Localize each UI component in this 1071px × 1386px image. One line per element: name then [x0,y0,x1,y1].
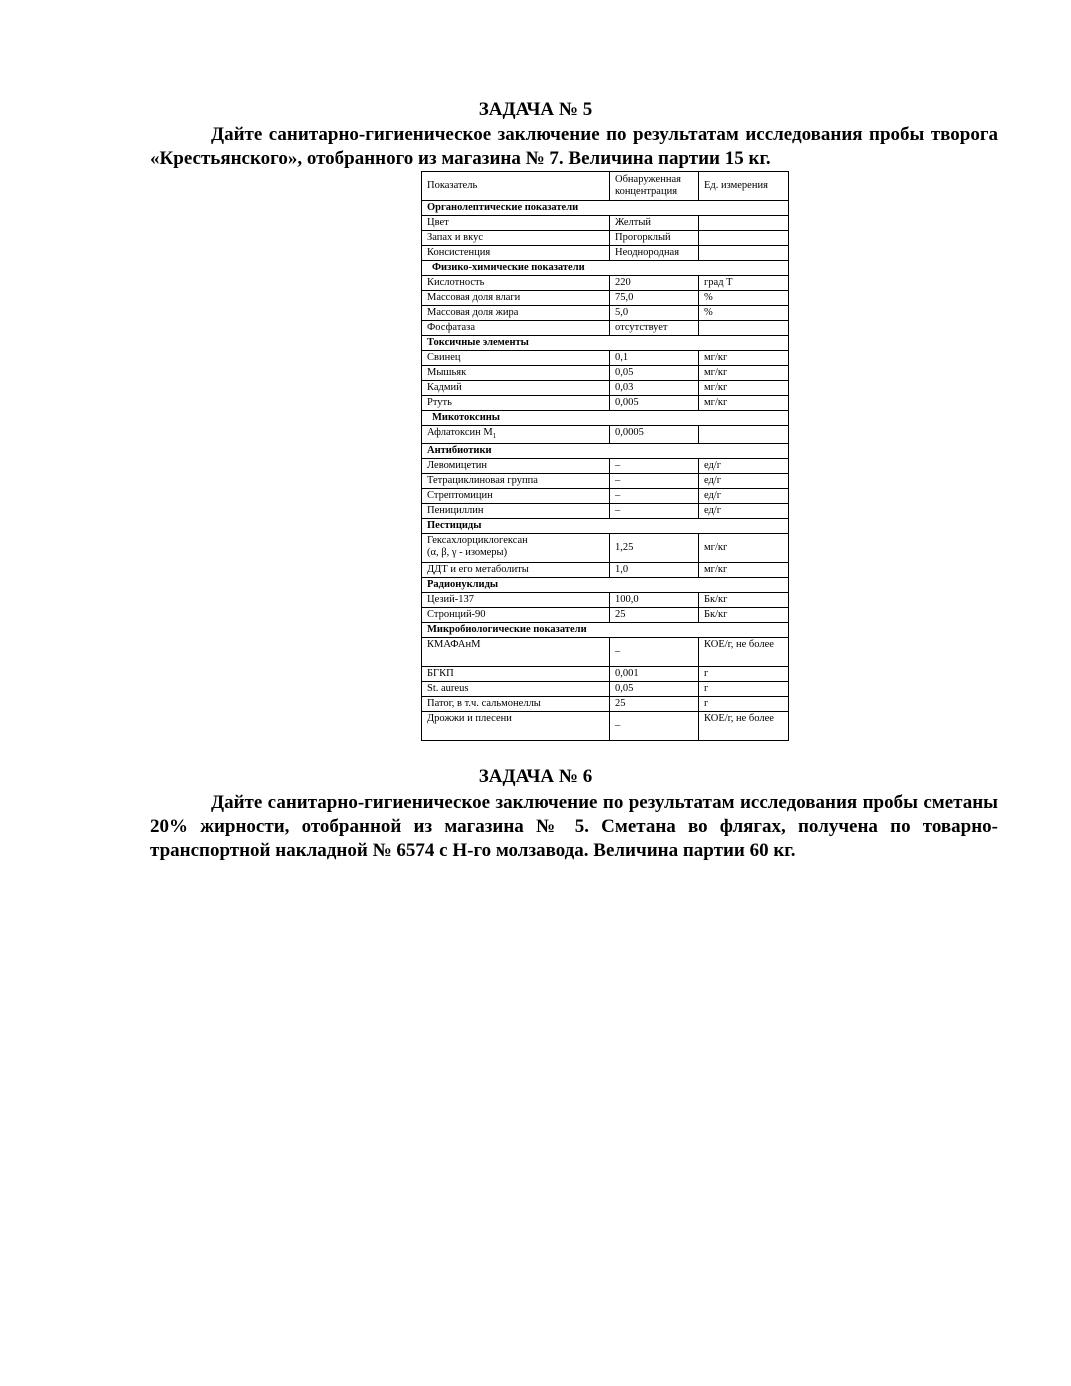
section-row [422,201,789,216]
cell-unit [699,321,789,336]
cell-indicator: Свинец [422,351,610,366]
cell-value: 5,0 [610,306,699,321]
cell-value: 220 [610,276,699,291]
cell-value: 0,03 [610,381,699,396]
table-row [422,667,789,682]
cell-indicator: Левомицетин [422,459,610,474]
cell-unit: мг/кг [699,366,789,381]
cell-value: – [610,489,699,504]
cell-indicator: Тетрациклиновая группа [422,474,610,489]
cell-unit: мг/кг [699,534,789,563]
cell-unit: мг/кг [699,351,789,366]
table-row [422,474,789,489]
table-row [422,534,789,563]
cell-indicator: Мышьяк [422,366,610,381]
cell-indicator: Кислотность [422,276,610,291]
cell-indicator: Стронций-90 [422,608,610,623]
cell-indicator: Консистенция [422,246,610,261]
aflatoxin-subscript: 1 [492,432,497,441]
cell-value: 0,1 [610,351,699,366]
cell-indicator: St. aureus [422,682,610,697]
cell-unit: ед/г [699,504,789,519]
hch-line1: Гексахлорциклогексан [427,535,528,547]
table-row [422,563,789,578]
cell-value: 25 [610,608,699,623]
cell-value: 25 [610,697,699,712]
section-pesticides: Пестициды [422,519,789,534]
table-row [422,321,789,336]
cell-value: 1,0 [610,563,699,578]
cell-value: – [610,474,699,489]
cell-indicator: КМАФАнМ [422,638,610,667]
table-row [422,216,789,231]
task6-title: ЗАДАЧА № 6 [478,766,593,787]
cell-value: 0,05 [610,682,699,697]
cell-indicator: Стрептомицин [422,489,610,504]
cell-indicator: Запах и вкус [422,231,610,246]
cell-unit: град Т [699,276,789,291]
cell-value: – [610,459,699,474]
table-row [422,638,789,667]
results-table [421,171,789,741]
task5-text: Дайте санитарно-гигиеническое заключение по результатам исследования пробы творога «Крестьянского», отобранного из магазина № 7. Величина партии 15 кг. [150,124,998,169]
section-micro: Микробиологические показатели [422,623,789,638]
cell-indicator: ДДТ и его метаболиты [422,563,610,578]
table-row [422,276,789,291]
cell-unit [699,216,789,231]
table-row [422,459,789,474]
cell-indicator: Массовая доля влаги [422,291,610,306]
cell-indicator: Патог, в т.ч. сальмонеллы [422,697,610,712]
cell-value: 0,05 [610,366,699,381]
cell-unit: % [699,306,789,321]
cell-unit [699,426,789,444]
header-indicator: Показатель [422,172,610,201]
cell-unit: мг/кг [699,396,789,411]
section-row [422,261,789,276]
table-row [422,697,789,712]
cell-indicator: Пенициллин [422,504,610,519]
cell-unit: г [699,682,789,697]
table-row [422,231,789,246]
section-organoleptic: Органолептические показатели [422,201,789,216]
cell-value: – [610,504,699,519]
section-toxic: Токсичные элементы [422,336,789,351]
task6-text: Дайте санитарно-гигиеническое заключение по результатам исследования пробы сметаны 20% жирности, отобранной из магазина № 5. Сметана во флягах, получена по товарно-транспортной накладной № 6574 с Н-го молзавода. Величина партии 60 кг. [150,792,998,861]
cell-unit: г [699,667,789,682]
table-row [422,396,789,411]
cell-value: 0,0005 [610,426,699,444]
cell-unit [699,231,789,246]
cell-unit: Бк/кг [699,593,789,608]
section-row [422,519,789,534]
section-row [422,623,789,638]
cell-value: отсутствует [610,321,699,336]
section-radionuclides: Радионуклиды [422,578,789,593]
section-row [422,444,789,459]
table-header-row [422,172,789,201]
cell-unit: % [699,291,789,306]
cell-unit: КОЕ/г, не более [699,712,789,741]
hch-line2: (α, β, γ - изомеры) [427,547,508,559]
table-row [422,608,789,623]
table-row [422,682,789,697]
cell-indicator: Дрожжи и плесени [422,712,610,741]
cell-value: Неоднородная [610,246,699,261]
cell-value: – [610,638,699,667]
cell-indicator: Фосфатаза [422,321,610,336]
cell-indicator: Кадмий [422,381,610,396]
cell-value: 1,25 [610,534,699,563]
table-row [422,306,789,321]
cell-value: 100,0 [610,593,699,608]
table-row [422,489,789,504]
cell-value: – [610,712,699,741]
table-row [422,366,789,381]
cell-indicator: Ртуть [422,396,610,411]
cell-unit: г [699,697,789,712]
section-row [422,336,789,351]
cell-indicator [422,426,610,444]
table-row [422,504,789,519]
task5-title: ЗАДАЧА № 5 [478,99,593,120]
table-row [422,381,789,396]
cell-unit: мг/кг [699,563,789,578]
cell-indicator: Массовая доля жира [422,306,610,321]
cell-indicator: БГКП [422,667,610,682]
section-mycotoxins: Микотоксины [422,411,789,426]
table-row [422,593,789,608]
cell-indicator: Цезий-137 [422,593,610,608]
section-row [422,578,789,593]
header-concentration: Обнаруженная концентрация [610,172,699,201]
cell-value: 0,001 [610,667,699,682]
cell-indicator: Цвет [422,216,610,231]
cell-unit: ед/г [699,489,789,504]
cell-unit [699,246,789,261]
cell-value: Желтый [610,216,699,231]
table-row [422,291,789,306]
section-antibiotics: Антибиотики [422,444,789,459]
table-row [422,426,789,444]
table-row [422,712,789,741]
cell-unit: КОЕ/г, не более [699,638,789,667]
table-row [422,351,789,366]
cell-indicator [422,534,610,563]
cell-value: 0,005 [610,396,699,411]
cell-value: Прогорклый [610,231,699,246]
table-row [422,246,789,261]
cell-unit: Бк/кг [699,608,789,623]
section-row [422,411,789,426]
cell-value: 75,0 [610,291,699,306]
header-unit: Ед. измерения [699,172,789,201]
section-physchem: Физико-химические показатели [422,261,789,276]
aflatoxin-name: Афлатоксин М [427,427,493,438]
cell-unit: мг/кг [699,381,789,396]
cell-unit: ед/г [699,474,789,489]
cell-unit: ед/г [699,459,789,474]
